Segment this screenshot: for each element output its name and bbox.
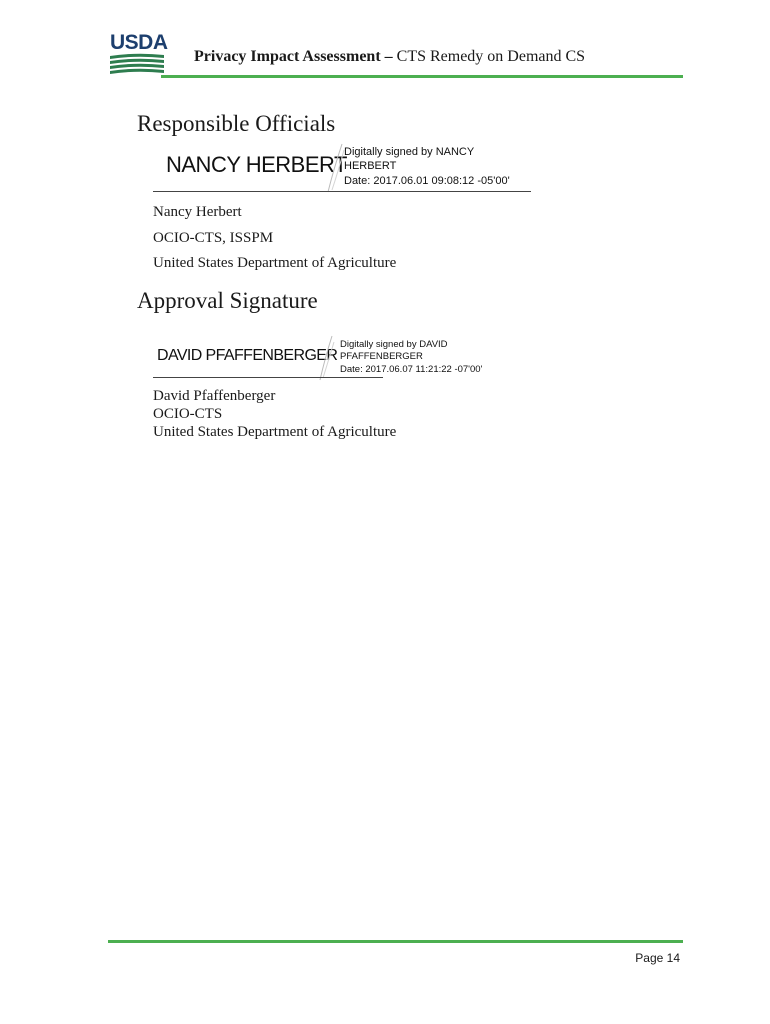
responsible-signature-name: NANCY HERBERT bbox=[166, 152, 347, 177]
responsible-signature-line bbox=[153, 191, 531, 192]
document-title-rest: CTS Remedy on Demand CS bbox=[396, 48, 586, 65]
responsible-official-name: Nancy Herbert bbox=[153, 204, 242, 220]
usda-logo bbox=[108, 31, 168, 74]
document-title-bold: Privacy Impact Assessment – bbox=[194, 48, 393, 65]
approval-signature-line bbox=[153, 377, 383, 378]
page-number: Page 14 bbox=[635, 951, 680, 965]
approval-digital-date: Date: 2017.06.07 11:21:22 -07'00' bbox=[340, 363, 483, 375]
responsible-digital-date: Date: 2017.06.01 09:08:12 -05'00' bbox=[344, 174, 510, 187]
signature-swoosh-icon bbox=[312, 334, 338, 382]
approval-official-name: David Pfaffenberger bbox=[153, 388, 276, 404]
header-divider bbox=[161, 75, 683, 78]
approval-signature-heading: Approval Signature bbox=[137, 288, 318, 313]
approval-digital-line1: Digitally signed by DAVID bbox=[340, 339, 448, 350]
responsible-digital-signature-details bbox=[344, 145, 510, 188]
usda-logo-text: USDA bbox=[110, 31, 168, 54]
responsible-digital-line1: Digitally signed by NANCY bbox=[344, 146, 475, 158]
usda-logo-field-icon bbox=[108, 34, 166, 74]
approval-digital-line2: PFAFFENBERGER bbox=[340, 351, 423, 363]
approval-official-title: OCIO-CTS bbox=[153, 406, 223, 422]
page-header bbox=[108, 30, 683, 78]
approval-digital-signature-details bbox=[340, 339, 482, 376]
approval-official-organization: United States Department of Agriculture bbox=[153, 424, 397, 440]
approval-signature-name: DAVID PFAFFENBERGER bbox=[157, 347, 338, 364]
footer-divider bbox=[108, 940, 683, 943]
responsible-digital-line2: HERBERT bbox=[344, 160, 397, 173]
responsible-officials-heading: Responsible Officials bbox=[137, 111, 336, 136]
responsible-official-organization: United States Department of Agriculture bbox=[153, 255, 397, 271]
document-title bbox=[194, 48, 585, 66]
responsible-official-title: OCIO-CTS, ISSPM bbox=[153, 230, 274, 246]
